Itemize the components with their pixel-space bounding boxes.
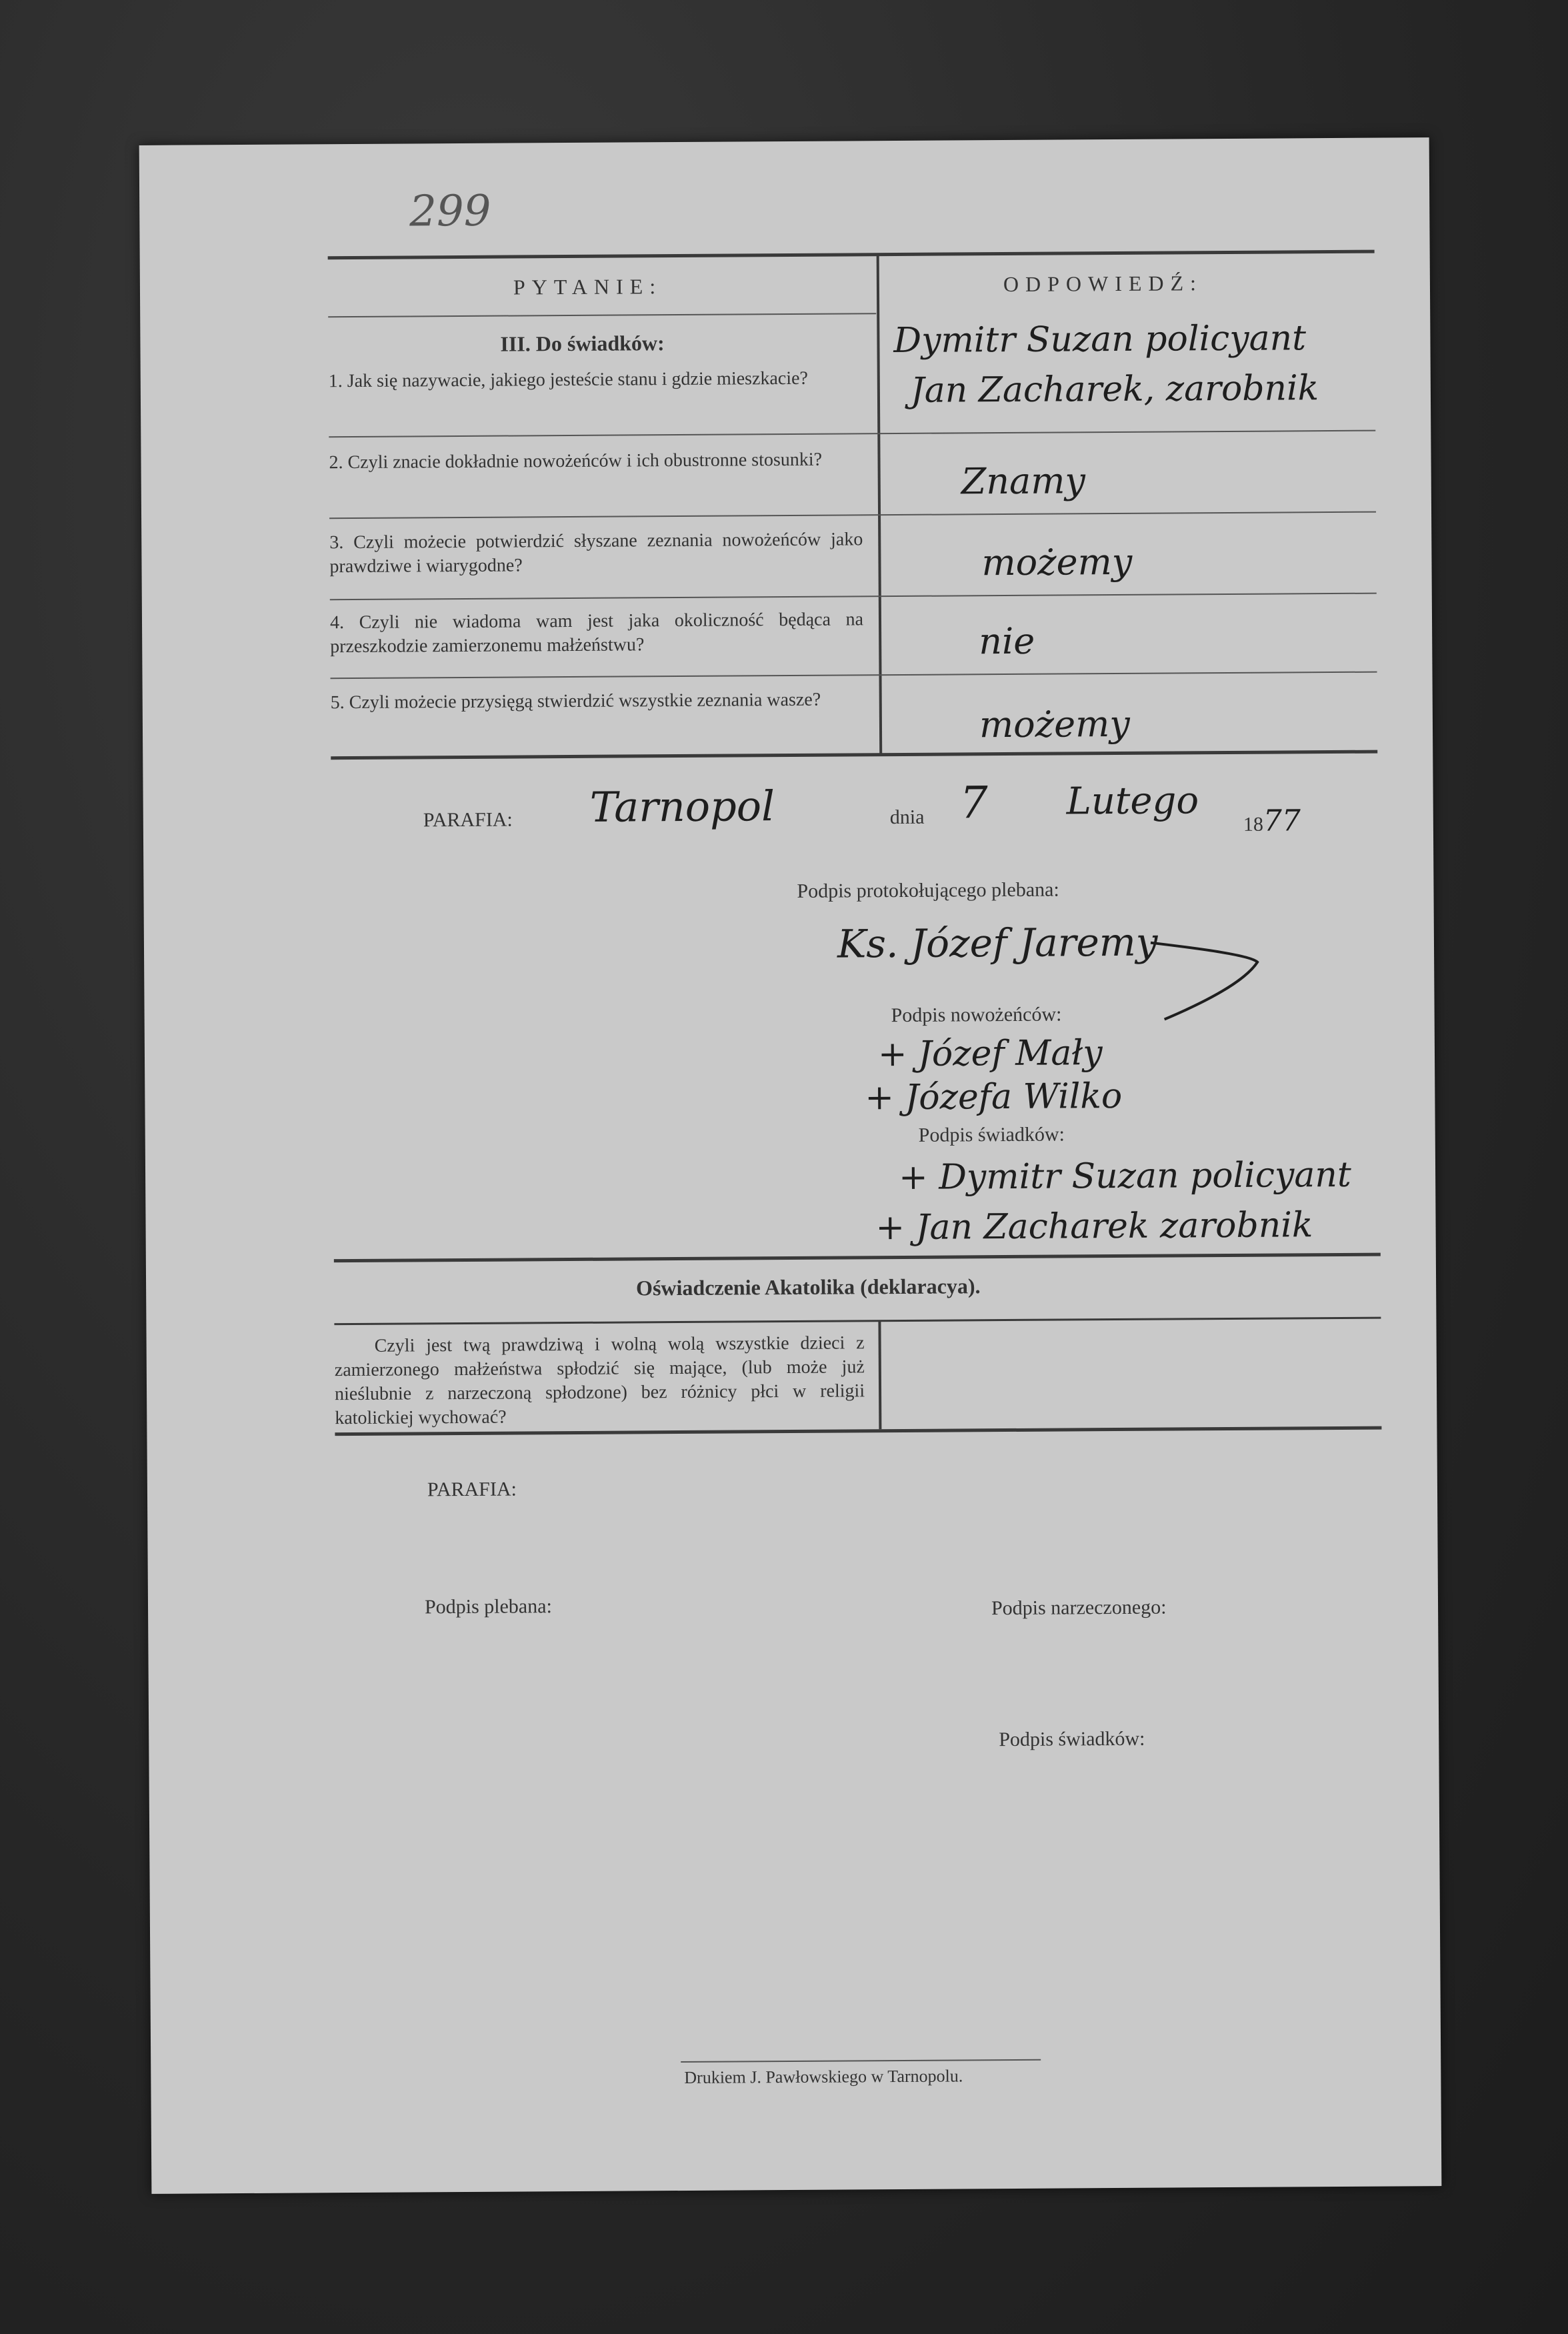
declaration-pleban-label: Podpis plebana: [424,1595,552,1618]
declaration-question: Czyli jest twą prawdziwą i wolną wolą wszystkie dzieci z zamierzonego małżeństwa spłodzić się mające, (lub może już nieślubnie z narzeczoną spłodzone) bez różnicy płci w religii katolickiej wychować? [334,1332,865,1429]
column-header-answer: ODPOWIEDŹ: [1003,271,1203,297]
page-number: 299 [409,186,491,237]
day-value: 7 [959,777,988,829]
table-row [330,608,863,659]
question-text: Czyli możecie przysięgą stwierdzić wszystkie zeznania wasze? [349,689,821,714]
pleban-signature-label: Podpis protokołującego plebana: [797,878,1059,902]
year-written: 77 [1263,804,1301,838]
month-value: Lutego [1066,779,1199,824]
table-row [329,527,863,579]
section-title: III. Do świadków: [500,331,665,356]
witness-signature: + Dymitr Suzan policyant [898,1154,1351,1198]
signature-flourish [1144,936,1265,1023]
declaration-witnesses-label: Podpis świadków: [999,1727,1145,1751]
question-number: 4. [329,612,345,634]
declaration-title: Oświadczenie Akatolika (deklaracya). [636,1274,981,1300]
answer-text: możemy [981,540,1133,584]
declaration-parafia-label: PARAFIA: [427,1478,517,1501]
declaration-groom-label: Podpis narzeczonego: [991,1596,1167,1620]
answer-text: Jan Zacharek, zarobnik [910,368,1319,411]
newlywed-signature: + Józefa Wilko [865,1076,1123,1118]
table-row [329,447,862,475]
question-text: Czyli znacie dokładnie nowożeńców i ich obustronne stosunki? [347,449,823,473]
declaration-answer [893,1332,1360,1334]
question-text: Czyli możecie potwierdzić słyszane zeznania nowożeńców jako prawdziwe i wiarygodne? [329,529,863,577]
parafia-value: Tarnopol [589,782,775,832]
pleban-signature: Ks. Józef Jaremy [837,919,1158,967]
question-number: 2. [329,452,343,473]
dnia-label: dnia [889,806,925,829]
answer-text: Dymitr Suzan policyant [893,318,1307,361]
newlyweds-signature-label: Podpis nowożeńców: [891,1003,1062,1027]
year-prefix: 18 [1243,813,1263,836]
witnesses-signature-label: Podpis świadków: [918,1123,1065,1146]
year-printed [1243,804,1301,838]
table-row [331,688,864,715]
answer-text: Znamy [961,459,1086,503]
document-sheet [139,137,1442,2194]
question-number: 3. [329,532,344,553]
table-row [329,366,862,393]
printer-imprint: Drukiem J. Pawłowskiego w Tarnopolu. [684,2066,963,2087]
question-number: 5. [330,692,345,714]
question-text: Jak się nazywacie, jakiego jesteście stanu i gdzie mieszkacie? [347,367,809,392]
question-text: Czyli nie wiadoma wam jest jaka okoliczność będąca na przeszkodzie zamierzonemu małżeństwu? [330,609,864,658]
newlywed-signature: + Józef Mały [877,1033,1103,1075]
parafia-label: PARAFIA: [423,808,513,832]
answer-text: nie [979,620,1035,663]
question-number: 1. [328,371,343,392]
witness-signature: + Jan Zacharek zarobnik [875,1205,1313,1248]
column-header-question: PYTANIE: [513,274,663,299]
answer-text: możemy [979,702,1130,746]
